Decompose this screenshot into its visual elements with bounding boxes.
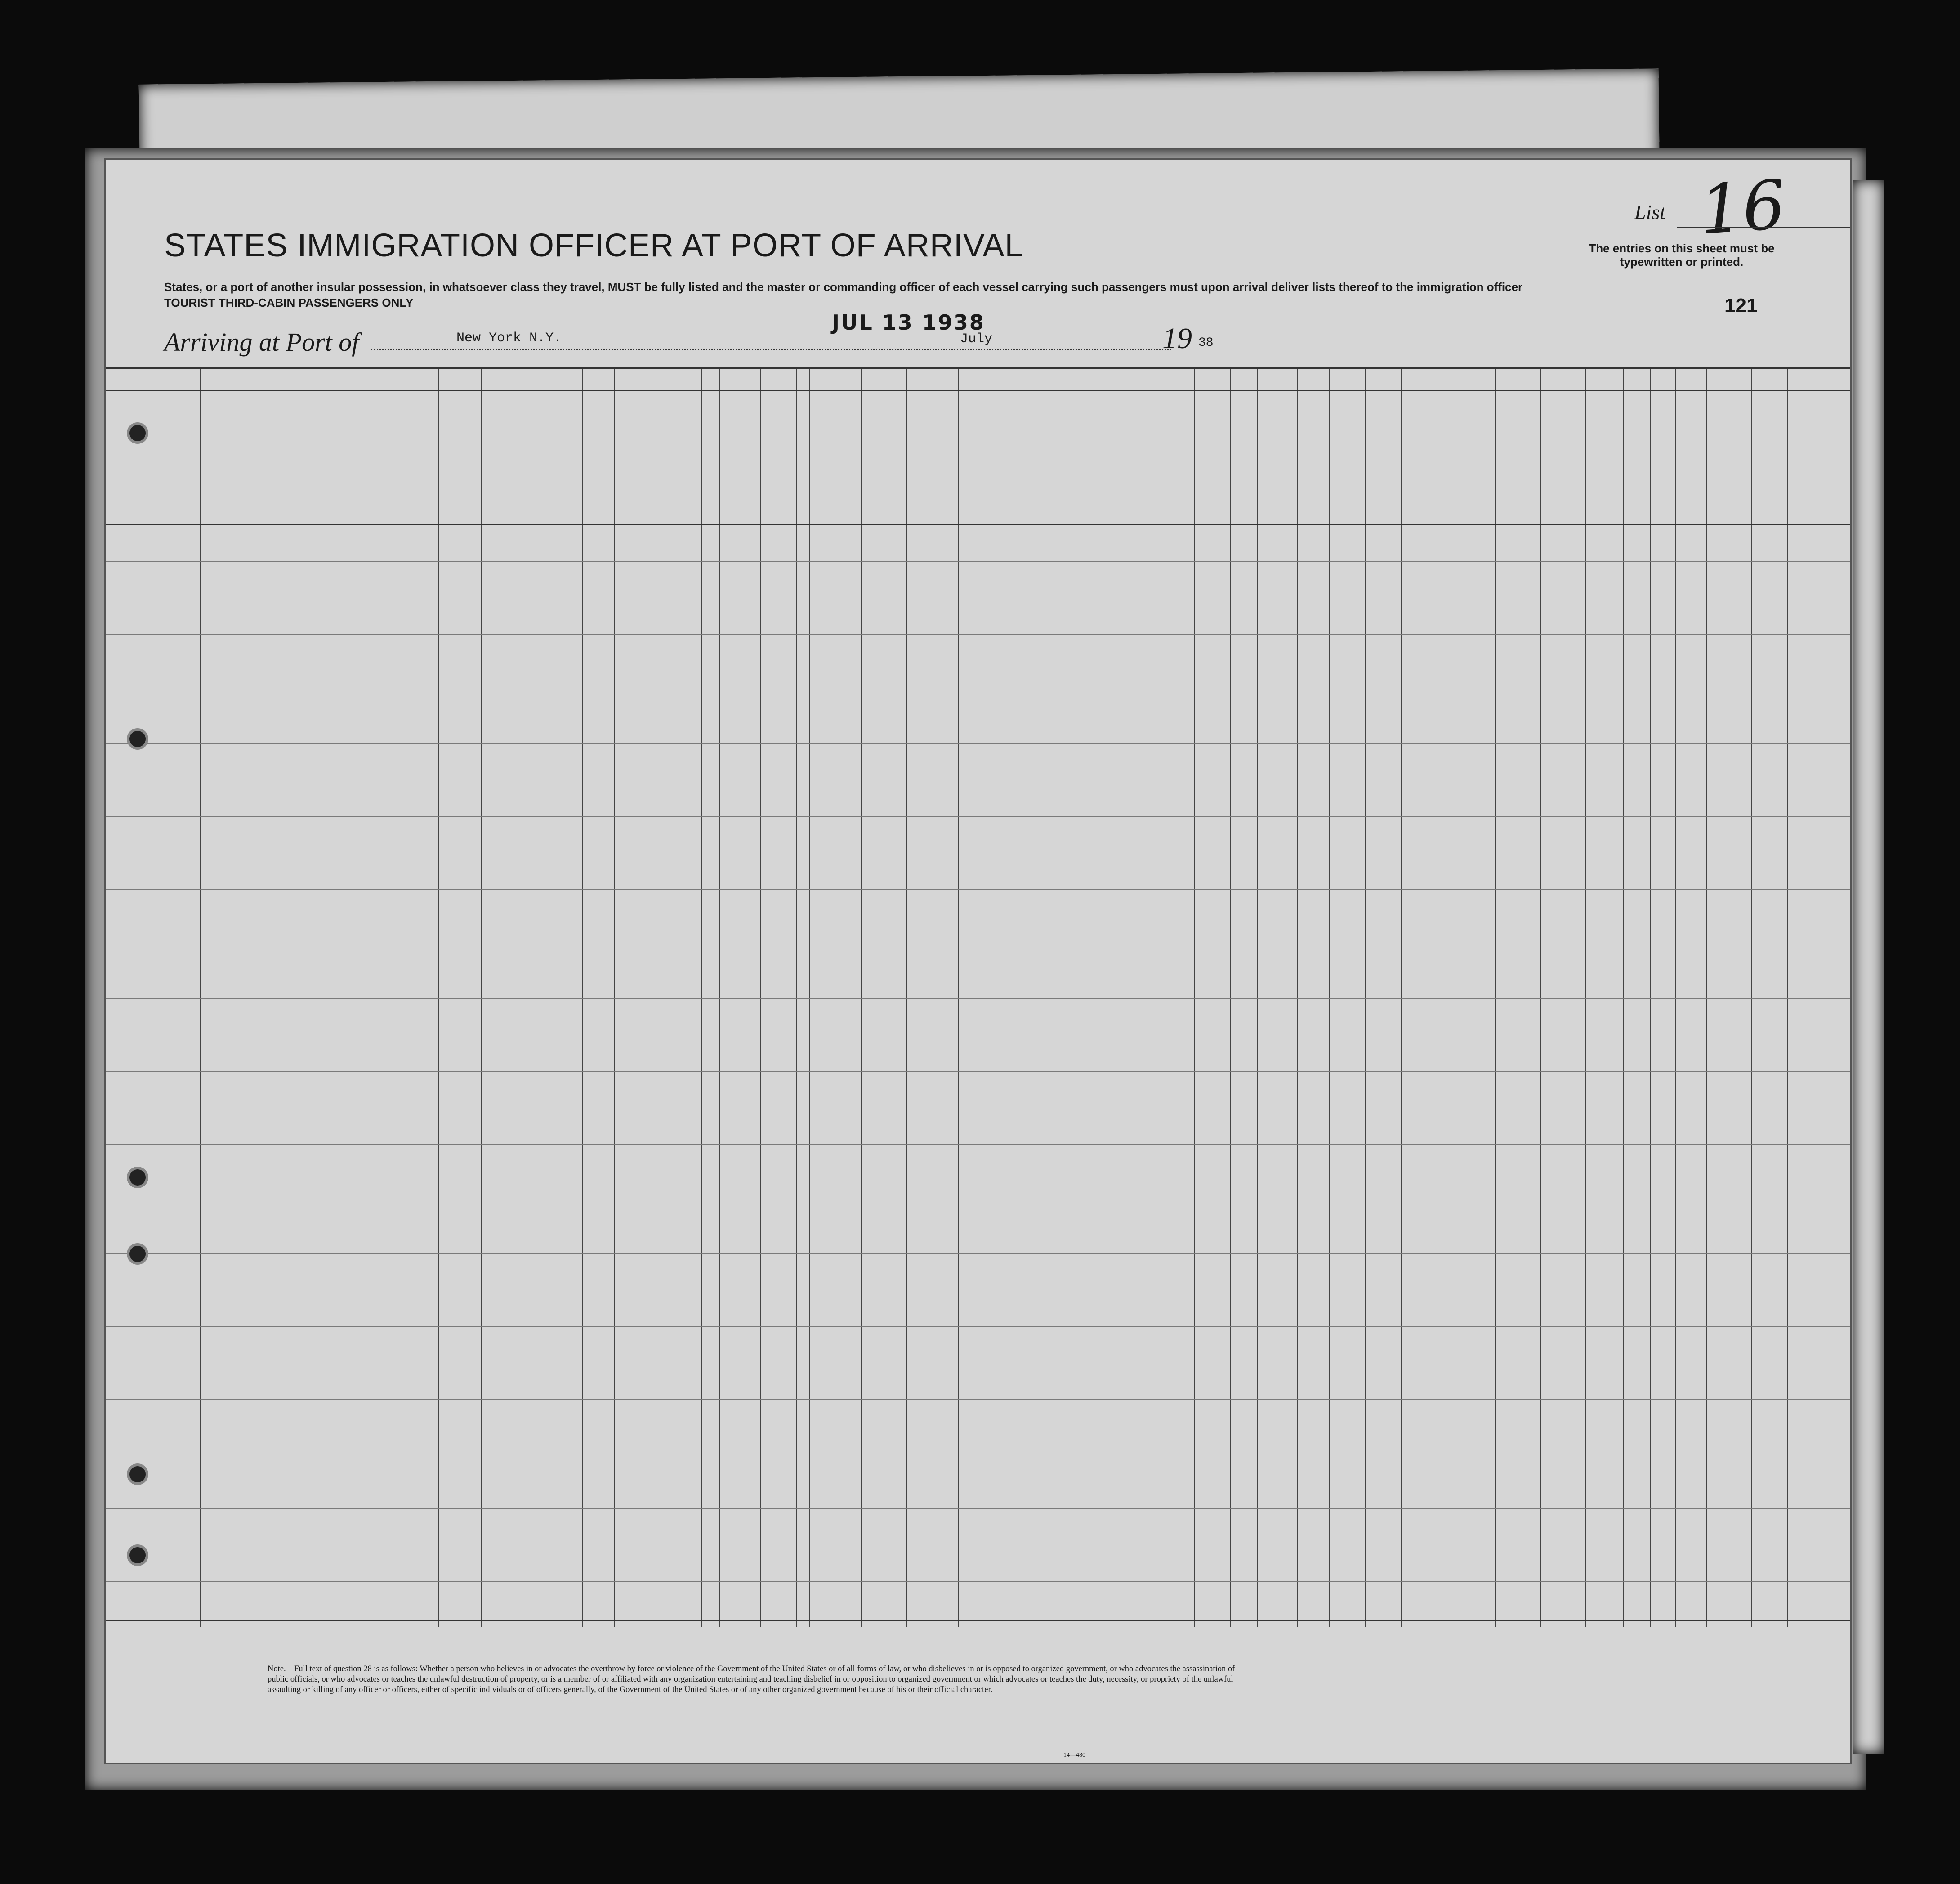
- row-rule: [106, 816, 1850, 817]
- punch-hole: [129, 1547, 146, 1563]
- row-rule: [106, 889, 1850, 890]
- port-value: New York N.Y.: [456, 331, 562, 346]
- form-code: 14—480: [1063, 1752, 1085, 1759]
- row-rule: [106, 1581, 1850, 1582]
- column-rule: [1585, 367, 1586, 1627]
- sheet-number: 121: [1724, 295, 1758, 317]
- column-rule: [809, 367, 810, 1627]
- column-rule: [582, 367, 583, 1627]
- column-rule: [438, 367, 439, 1627]
- column-rule: [958, 367, 959, 1627]
- column-rule: [1787, 367, 1788, 1627]
- manifest-table: [106, 367, 1850, 1627]
- port-label: Arriving at Port of: [164, 327, 359, 357]
- row-rule: [106, 1253, 1850, 1254]
- list-underline: [1677, 227, 1850, 228]
- header-rule: [106, 524, 1850, 525]
- table-bottom-rule: [106, 1620, 1850, 1621]
- row-rule: [106, 561, 1850, 562]
- column-rule: [796, 367, 797, 1627]
- punch-hole: [129, 1169, 146, 1186]
- column-rule: [614, 367, 615, 1627]
- row-rule: [106, 1508, 1850, 1509]
- list-label: List: [1634, 201, 1666, 224]
- class-line: TOURIST THIRD-CABIN PASSENGERS ONLY: [164, 296, 414, 309]
- column-rule: [701, 367, 702, 1627]
- column-rule: [1495, 367, 1496, 1627]
- port-line: [371, 349, 859, 350]
- row-rule: [106, 1399, 1850, 1400]
- column-rule: [760, 367, 761, 1627]
- manifest-page: [104, 158, 1852, 1764]
- column-rule: [1751, 367, 1752, 1627]
- date-line: [852, 349, 1171, 350]
- column-rule: [1675, 367, 1676, 1627]
- column-rule: [719, 367, 720, 1627]
- column-rule: [1257, 367, 1258, 1627]
- punch-hole: [129, 731, 146, 747]
- column-rule: [861, 367, 862, 1627]
- column-rule: [1623, 367, 1624, 1627]
- year-suffix: 38: [1198, 336, 1214, 350]
- row-rule: [106, 1326, 1850, 1327]
- row-rule: [106, 1144, 1850, 1145]
- header-rule: [106, 367, 1850, 369]
- year-prefix: 19: [1162, 322, 1192, 355]
- row-rule: [106, 743, 1850, 744]
- back-sheet-edge: [1853, 180, 1884, 1754]
- column-rule: [1706, 367, 1707, 1627]
- column-rule: [1329, 367, 1330, 1627]
- sheet-note: The entries on this sheet must be typewritten or printed.: [1589, 242, 1775, 269]
- column-rule: [200, 367, 201, 1627]
- header-rule: [106, 390, 1850, 391]
- page-title: STATES IMMIGRATION OFFICER AT PORT OF ARRIVAL: [164, 228, 1023, 264]
- column-rule: [1650, 367, 1651, 1627]
- column-rule: [1297, 367, 1298, 1627]
- column-rule: [1230, 367, 1231, 1627]
- column-rule: [1540, 367, 1541, 1627]
- column-rule: [481, 367, 482, 1627]
- row-rule: [106, 998, 1850, 999]
- column-rule: [1194, 367, 1195, 1627]
- list-number: 16: [1697, 166, 1788, 250]
- column-rule: [1401, 367, 1402, 1627]
- footnote: Note.—Full text of question 28 is as follows: Whether a person who believes in or advocates the overthrow by force or violence of the Government of the United States or of all forms of law, or who disbelieves in or is opposed to organized government, or who advocates the assassination of public officials, or who advocates or teaches the unlawful destruction of property, or is a member of or affiliated with any organization entertaining and teaching disbelief in or opposition to organized government or which advocates or teaches the duty, necessity, or propriety of the unlawful assaulting or killing of any officer or officers, either of specific individuals or of officers generally, of the Government of the United States or of any other organized government because of his or their official character.: [268, 1665, 1235, 1694]
- row-rule: [106, 1071, 1850, 1072]
- date-stamp: JUL 13 1938: [832, 310, 985, 335]
- punch-hole: [129, 1246, 146, 1262]
- column-rule: [1365, 367, 1366, 1627]
- row-rule: [106, 634, 1850, 635]
- punch-hole: [129, 425, 146, 441]
- punch-hole: [129, 1466, 146, 1482]
- month-value: July: [960, 331, 993, 347]
- page-subtitle: States, or a port of another insular possession, in whatsoever class they travel, MUST be fully listed and the master or commanding officer of each vessel carrying such passengers must upon arrival deliver lists thereof to the immigration officer: [164, 280, 1523, 294]
- column-rule: [906, 367, 907, 1627]
